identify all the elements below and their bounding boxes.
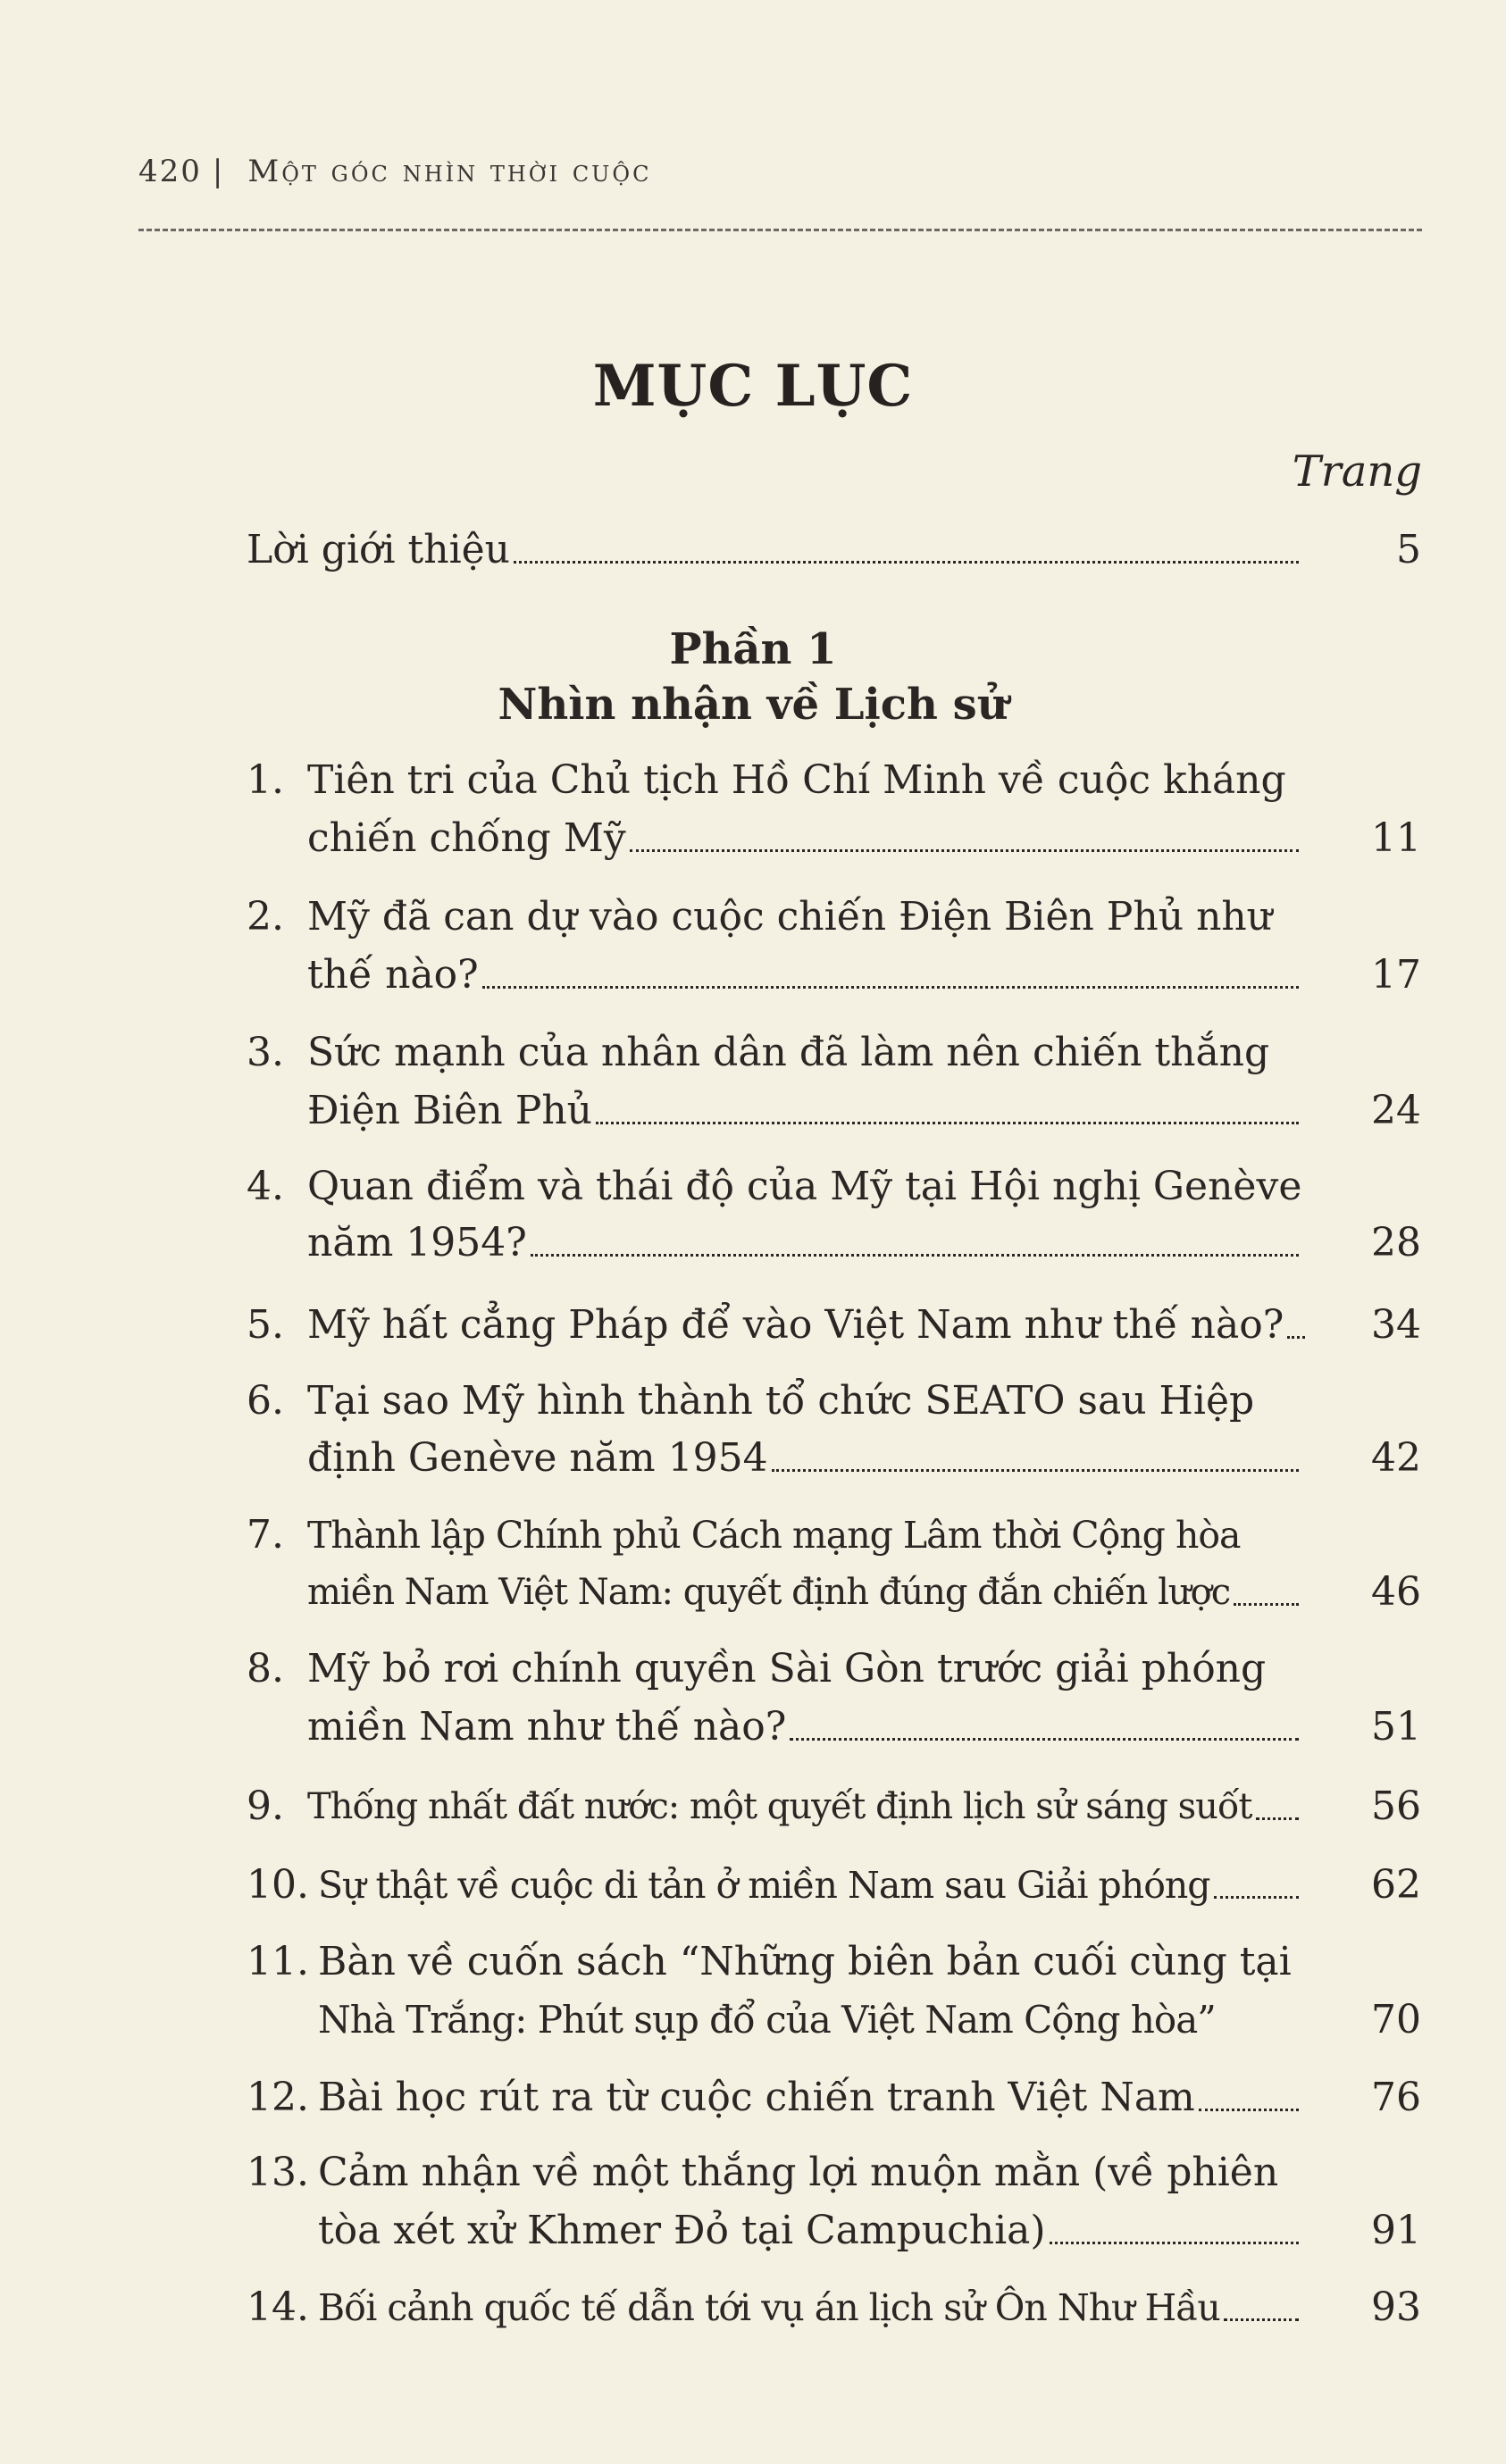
toc-entry-page: 46: [1371, 1569, 1421, 1615]
page-title: MỤC LỤC: [592, 353, 914, 420]
toc-entry-line[interactable]: [307, 949, 1299, 1001]
dot-leader: [531, 1254, 1299, 1257]
toc-entry-text: tòa xét xử Khmer Đỏ tại Campuchia): [318, 2208, 1046, 2253]
toc-entry-page: 11: [1371, 815, 1421, 861]
page-number: 420: [138, 154, 202, 189]
toc-entry-page: 34: [1371, 1302, 1421, 1348]
toc-entry-text: Thống nhất đất nước: một quyết định lịch sử sáng suốt: [307, 1786, 1252, 1827]
page-column-label: Trang: [1292, 447, 1422, 497]
toc-entry-text: Tiên tri của Chủ tịch Hồ Chí Minh về cuộc kháng: [307, 757, 1286, 803]
toc-entry-text: Điện Biên Phủ: [307, 1088, 592, 1133]
toc-entry-page: 76: [1371, 2075, 1421, 2120]
toc-entry-number: 6.: [247, 1378, 284, 1424]
toc-entry-line[interactable]: [307, 755, 1299, 806]
toc-entry-page: 17: [1371, 952, 1421, 998]
toc-entry-line[interactable]: [307, 1781, 1299, 1833]
dot-leader: [772, 1469, 1299, 1472]
toc-entry-page: 93: [1371, 2284, 1421, 2330]
header-separator: |: [212, 154, 225, 189]
toc-entry-line[interactable]: [307, 1027, 1299, 1079]
toc-entry-page: 56: [1371, 1783, 1421, 1829]
toc-entry-page: 5: [1396, 527, 1421, 572]
part-subtitle: Nhìn nhận về Lịch sử: [498, 680, 1008, 730]
toc-entry-line[interactable]: [318, 2072, 1299, 2124]
dot-leader: [790, 1738, 1299, 1741]
dot-leader: [1256, 1817, 1300, 1820]
toc-entry-number: 11.: [247, 1939, 309, 1984]
toc-entry-text: Quan điểm và thái độ của Mỹ tại Hội nghị Genève: [307, 1164, 1302, 1209]
toc-entry-text: Mỹ đã can dự vào cuộc chiến Điện Biên Phủ như: [307, 894, 1273, 940]
toc-entry-text: miền Nam Việt Nam: quyết định đúng đắn chiến lược: [307, 1572, 1231, 1613]
toc-entry-page: 62: [1371, 1862, 1421, 1908]
part-heading: Phần 1: [669, 624, 837, 674]
toc-entry-page: 51: [1371, 1704, 1421, 1750]
dot-leader: [1224, 2318, 1299, 2321]
toc-entry-text: Sự thật về cuộc di tản ở miền Nam sau Giải phóng: [318, 1864, 1210, 1907]
dot-leader: [1199, 2109, 1299, 2111]
toc-entry-line[interactable]: [307, 1217, 1299, 1269]
running-title: Một góc nhìn thời cuộc: [247, 154, 652, 189]
toc-entry-intro[interactable]: [247, 524, 1299, 576]
dot-leader: [482, 986, 1299, 989]
toc-entry-line[interactable]: [318, 2147, 1299, 2199]
toc-entry-text: Bối cảnh quốc tế dẫn tới vụ án lịch sử Ôn Như Hầu: [318, 2286, 1220, 2329]
toc-entry-line[interactable]: [307, 1701, 1299, 1753]
toc-entry-page: 24: [1371, 1088, 1421, 1133]
toc-entry-page: 91: [1371, 2208, 1421, 2253]
toc-entry-number: 14.: [247, 2284, 309, 2330]
toc-entry-text: năm 1954?: [307, 1220, 527, 1265]
toc-entry-text: thế nào?: [307, 952, 479, 998]
toc-entry-line[interactable]: [307, 1643, 1299, 1695]
toc-entry-number: 7.: [247, 1512, 284, 1558]
toc-entry-line[interactable]: [307, 1432, 1299, 1484]
dot-leader: [1287, 1336, 1305, 1339]
toc-entry-text: định Genève năm 1954: [307, 1435, 768, 1481]
toc-entry-text: Mỹ hất cẳng Pháp để vào Việt Nam như thế nào?: [307, 1302, 1284, 1348]
toc-entry-line[interactable]: [307, 1566, 1299, 1618]
toc-entry-line[interactable]: [307, 891, 1299, 943]
toc-entry-number: 5.: [247, 1302, 284, 1348]
dot-leader: [1234, 1603, 1299, 1606]
toc-entry-text: Nhà Trắng: Phút sụp đổ của Việt Nam Cộng hòa”: [318, 1998, 1216, 2042]
toc-entry-text: Sức mạnh của nhân dân đã làm nên chiến thắng: [307, 1030, 1270, 1075]
toc-entry-page: 70: [1371, 1997, 1421, 2042]
toc-entry-number: 12.: [247, 2075, 309, 2120]
toc-entry-text: Mỹ bỏ rơi chính quyền Sài Gòn trước giải phóng: [307, 1646, 1267, 1691]
dot-leader: [630, 849, 1299, 852]
dot-leader: [514, 561, 1299, 564]
toc-entry-number: 13.: [247, 2150, 309, 2195]
toc-entry-line[interactable]: [318, 1859, 1299, 1911]
toc-entry-line[interactable]: [318, 2205, 1299, 2257]
toc-entry-line[interactable]: [307, 1085, 1299, 1137]
toc-entry-text: Tại sao Mỹ hình thành tổ chức SEATO sau Hiệp: [307, 1378, 1255, 1424]
toc-entry-number: 9.: [247, 1783, 284, 1829]
toc-entry-line[interactable]: [318, 1936, 1299, 1988]
toc-entry-number: 10.: [247, 1862, 309, 1908]
toc-entry-line[interactable]: [307, 813, 1299, 864]
toc-entry-line[interactable]: [307, 1299, 1299, 1351]
toc-entry-line[interactable]: [307, 1509, 1299, 1561]
toc-entry-line[interactable]: [318, 2282, 1299, 2334]
toc-entry-number: 4.: [247, 1164, 284, 1209]
toc-entry-line[interactable]: [318, 1994, 1299, 2046]
toc-entry-number: 3.: [247, 1030, 284, 1075]
toc-entry-page: 42: [1371, 1435, 1421, 1481]
toc-entry-text: Thành lập Chính phủ Cách mạng Lâm thời Cộng hòa: [307, 1514, 1241, 1557]
toc-entry-text: Bàn về cuốn sách “Những biên bản cuối cùng tại: [318, 1939, 1292, 1984]
toc-entry-line[interactable]: [307, 1375, 1299, 1427]
toc-entry-text: chiến chống Mỹ: [307, 815, 626, 861]
dot-leader: [1214, 1896, 1299, 1899]
toc-entry-line[interactable]: [307, 1161, 1302, 1213]
toc-entry-number: 1.: [247, 757, 284, 803]
toc-entry-text: miền Nam như thế nào?: [307, 1704, 787, 1750]
dot-leader: [596, 1122, 1299, 1124]
toc-entry-label: Lời giới thiệu: [247, 527, 511, 572]
toc-entry-page: 28: [1371, 1220, 1421, 1265]
toc-entry-number: 8.: [247, 1646, 284, 1691]
toc-entry-text: Cảm nhận về một thắng lợi muộn mằn (về phiên: [318, 2150, 1279, 2195]
toc-entry-number: 2.: [247, 894, 284, 940]
toc-entry-text: Bài học rút ra từ cuộc chiến tranh Việt Nam: [318, 2075, 1195, 2120]
dot-leader: [1050, 2242, 1299, 2244]
